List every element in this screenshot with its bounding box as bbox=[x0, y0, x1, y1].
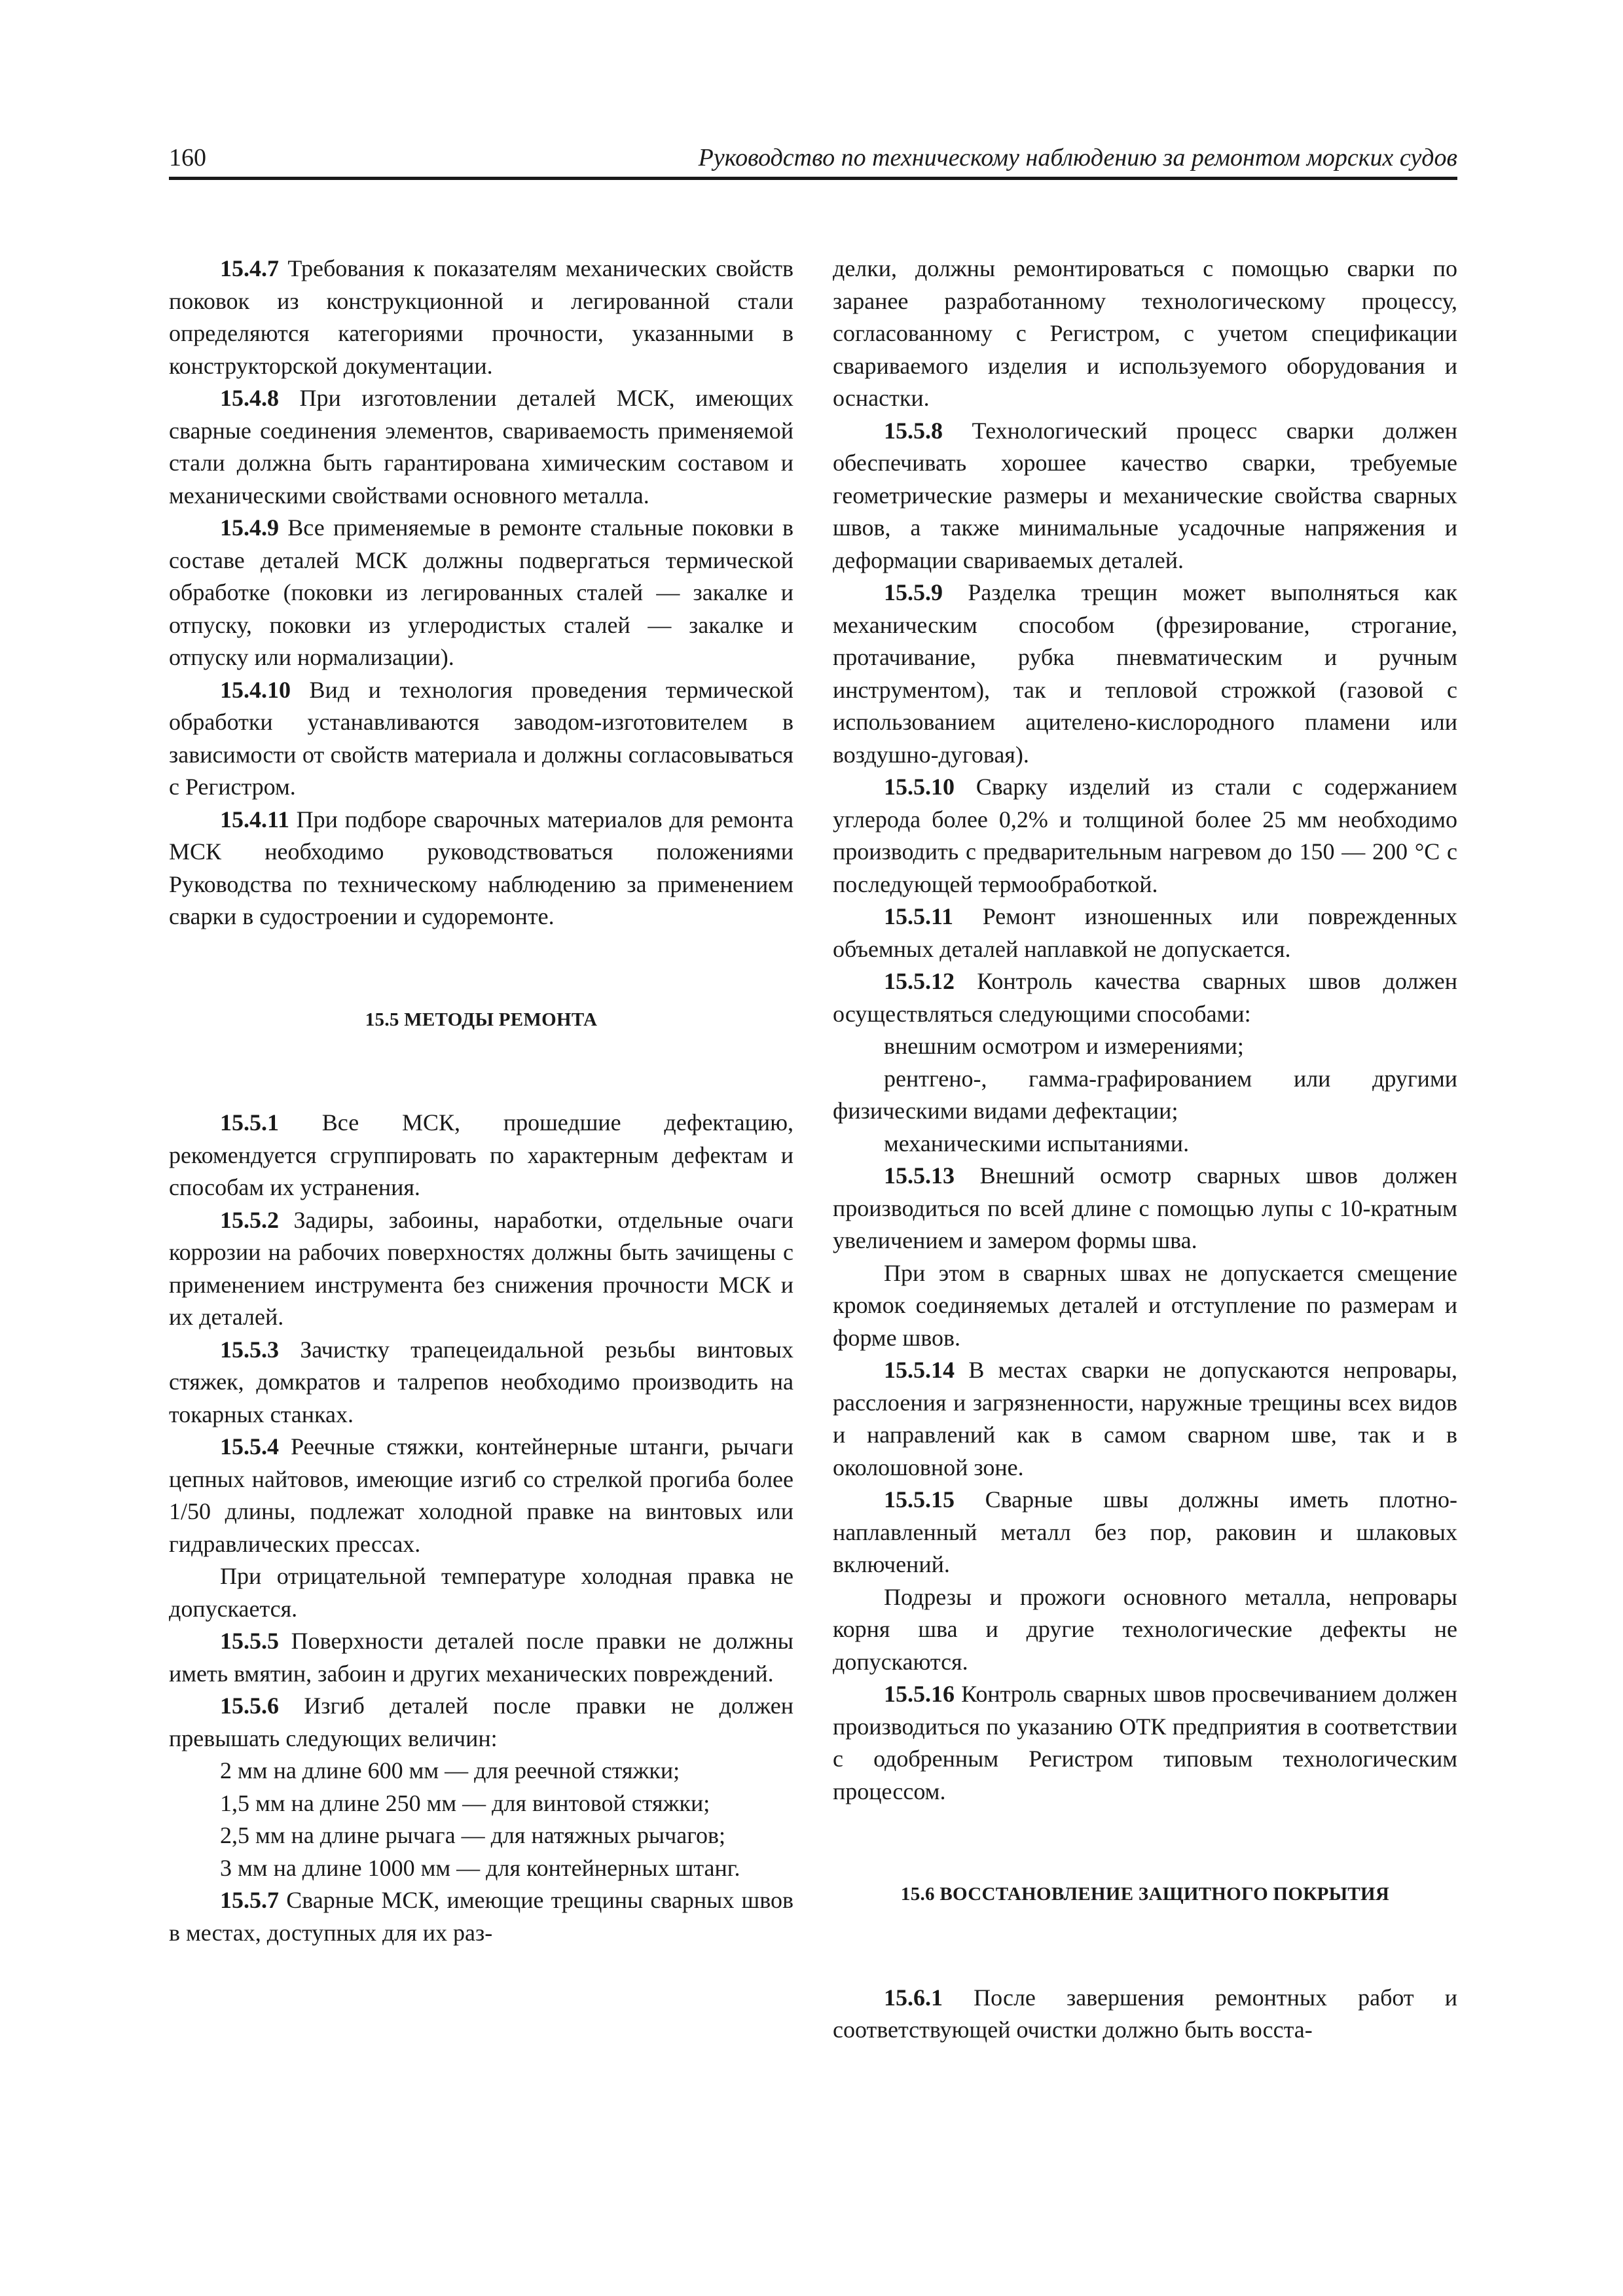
clause-number: 15.5.5 bbox=[220, 1628, 279, 1654]
list-item: 2 мм на длине 600 мм — для реечной стяжки; bbox=[220, 1757, 680, 1784]
paragraph bbox=[833, 415, 1457, 577]
clause-text: Все МСК, прошедшие дефектацию, рекомендуется сгруппировать по характерным дефектам и способам их устранения. bbox=[169, 1109, 794, 1200]
paragraph bbox=[833, 1678, 1457, 1808]
list-item: 2,5 мм на длине рычага — для натяжных рычагов; bbox=[220, 1822, 726, 1848]
clause-number: 15.5.4 bbox=[220, 1433, 279, 1460]
clause-number: 15.6.1 bbox=[884, 1984, 943, 2011]
clause-number: 15.5.11 bbox=[884, 903, 954, 929]
paragraph bbox=[169, 1431, 793, 1560]
section-heading-repair-methods: 15.5 МЕТОДЫ РЕМОНТА bbox=[365, 1009, 598, 1030]
clause-number: 15.5.14 bbox=[884, 1357, 955, 1383]
list-item: рентгено-, гамма-графированием или другими физическими видами дефектации; bbox=[833, 1065, 1457, 1124]
paragraph bbox=[833, 1160, 1457, 1257]
clause-text: В местах сварки не допускаются непровары, расслоения и загрязненности, наружные трещины всех видов и направлений как в самом сварном шве, так и в околошовной зоне. bbox=[833, 1357, 1458, 1480]
clause-text: Задиры, забоины, наработки, отдельные очаги коррозии на рабочих поверхностях должны быть зачищены с применением инструмента без снижения прочности МСК и их деталей. bbox=[169, 1206, 793, 1330]
list-item: 1,5 мм на длине 250 мм — для винтовой стяжки; bbox=[220, 1789, 710, 1816]
left-column bbox=[169, 253, 793, 1949]
paragraph bbox=[169, 1884, 793, 1949]
paragraph bbox=[833, 771, 1457, 901]
paragraph bbox=[169, 382, 793, 512]
paragraph: делки, должны ремонтироваться с помощью сварки по заранее разработанному технологическому процессу, согласованному с Регистром, с учетом спецификации свариваемого изделия и используемого оборудования и оснастки. bbox=[833, 255, 1457, 411]
clause-text: Изгиб деталей после правки не должен превышать следующих величин: bbox=[169, 1693, 793, 1751]
paragraph bbox=[169, 1690, 793, 1755]
list-item: механическими испытаниями. bbox=[884, 1130, 1190, 1157]
clause-text: Требования к показателям механических свойств поковок из конструкционной и легированной стали определяются категориями прочности, указанными в конструкторской документации. bbox=[169, 255, 793, 379]
paragraph bbox=[169, 1334, 793, 1431]
clause-number: 15.5.2 bbox=[220, 1206, 279, 1233]
page-number: 160 bbox=[169, 144, 206, 171]
clause-number: 15.4.10 bbox=[220, 676, 291, 703]
clause-text: Сварку изделий из стали с содержанием углерода более 0,2% и толщиной более 25 мм необходимо производить с предварительным нагревом до 150 — 200 °С с последующей термообработкой. bbox=[833, 774, 1458, 897]
list-item: 3 мм на длине 1000 мм — для контейнерных штанг. bbox=[220, 1854, 740, 1881]
right-column bbox=[833, 253, 1457, 2047]
paragraph bbox=[833, 1982, 1457, 2047]
clause-number: 15.4.8 bbox=[220, 385, 279, 411]
list-item: внешним осмотром и измерениями; bbox=[884, 1033, 1244, 1059]
clause-number: 15.5.10 bbox=[884, 774, 955, 800]
clause-text: Сварные швы должны иметь плотнонаплавленный металл без пор, раковин и шлаковых включений. bbox=[833, 1486, 1458, 1577]
clause-text: При подборе сварочных материалов для ремонта МСК необходимо руководствоваться положениями Руководства по техническому наблюдению за применением сварки в судостроении и судоремонте. bbox=[169, 806, 793, 929]
clause-number: 15.5.8 bbox=[884, 417, 943, 444]
paragraph bbox=[169, 512, 793, 674]
paragraph bbox=[833, 1484, 1457, 1581]
clause-number: 15.5.13 bbox=[884, 1162, 955, 1189]
clause-text: После завершения ремонтных работ и соответствующей очистки должно быть восста- bbox=[833, 1984, 1457, 2043]
clause-number: 15.5.1 bbox=[220, 1109, 279, 1136]
clause-number: 15.4.7 bbox=[220, 255, 279, 281]
paragraph bbox=[169, 804, 793, 933]
clause-text: При изготовлении деталей МСК, имеющих сварные соединения элементов, свариваемость применяемой стали должна быть гарантирована химическим составом и механическими свойствами основного металла. bbox=[169, 385, 793, 509]
paragraph: При этом в сварных швах не допускается смещение кромок соединяемых деталей и отступление по размерам и форме швов. bbox=[833, 1259, 1457, 1351]
paragraph bbox=[169, 253, 793, 382]
clause-number: 15.5.7 bbox=[220, 1887, 279, 1913]
paragraph bbox=[169, 1204, 793, 1334]
clause-number: 15.5.6 bbox=[220, 1693, 279, 1719]
clause-text: Реечные стяжки, контейнерные штанги, рычаги цепных найтовов, имеющие изгиб со стрелкой прогиба более 1/50 длины, подлежат холодной правке на винтовых или гидравлических прессах. bbox=[169, 1433, 793, 1557]
paragraph bbox=[833, 901, 1457, 965]
header-rule bbox=[169, 177, 1457, 180]
clause-text: Вид и технология проведения термической обработки устанавливаются заводом-изготовителем в зависимости от свойств материала и должны согласовываться с Регистром. bbox=[169, 676, 794, 800]
clause-text: Сварные МСК, имеющие трещины сварных швов в местах, доступных для их раз- bbox=[169, 1887, 794, 1946]
section-heading-coating-restoration: 15.6 ВОССТАНОВЛЕНИЕ ЗАЩИТНОГО ПОКРЫТИЯ bbox=[900, 1884, 1390, 1905]
clause-text: Зачистку трапецеидальной резьбы винтовых стяжек, домкратов и талрепов необходимо производить на токарных станках. bbox=[169, 1336, 793, 1427]
clause-text: Внешний осмотр сварных швов должен производиться по всей длине с помощью лупы с 10-кратным увеличением и замером формы шва. bbox=[833, 1162, 1458, 1253]
clause-text: Все применяемые в ремонте стальные поковки в составе деталей МСК должны подвергаться термической обработке (поковки из легированных сталей — закалке и отпуску, поковки из углеродистых сталей — закалке и отпуску или нормализации). bbox=[169, 514, 794, 670]
clause-text: Ремонт изношенных или поврежденных объемных деталей наплавкой не допускается. bbox=[833, 903, 1457, 962]
clause-text: Контроль сварных швов просвечиванием должен производиться по указанию ОТК предприятия в соответствии с одобренным Регистром типовым технологическим процессом. bbox=[833, 1681, 1458, 1804]
paragraph bbox=[833, 1354, 1457, 1484]
clause-text: Контроль качества сварных швов должен осуществляться следующими способами: bbox=[833, 968, 1458, 1027]
paragraph bbox=[169, 1625, 793, 1690]
clause-number: 15.5.16 bbox=[884, 1681, 955, 1707]
clause-number: 15.5.3 bbox=[220, 1336, 279, 1363]
clause-text: Технологический процесс сварки должен обеспечивать хорошее качество сварки, требуемые геометрические размеры и механические свойства сварных швов, а также минимальные усадочные напряжения и деформации свариваемых деталей. bbox=[833, 417, 1457, 573]
clause-text: Разделка трещин может выполняться как механическим способом (фрезирование, строгание, протачивание, рубка пневматическим и ручным инструментом), так и тепловой строжкой (газовой с использованием ацителено-кислородного пламени или воздушно-дуговая). bbox=[833, 579, 1457, 768]
paragraph bbox=[833, 965, 1457, 1030]
paragraph bbox=[169, 1107, 793, 1204]
paragraph: При отрицательной температуре холодная правка не допускается. bbox=[169, 1563, 793, 1622]
running-title: Руководство по техническому наблюдению за ремонтом морских судов bbox=[698, 144, 1457, 171]
clause-number: 15.5.12 bbox=[884, 968, 955, 994]
paragraph: Подрезы и прожоги основного металла, непровары корня шва и другие технологические дефекты не допускаются. bbox=[833, 1583, 1457, 1675]
paragraph bbox=[833, 577, 1457, 771]
clause-number: 15.5.9 bbox=[884, 579, 943, 605]
clause-number: 15.4.9 bbox=[220, 514, 279, 541]
clause-number: 15.4.11 bbox=[220, 806, 290, 833]
clause-number: 15.5.15 bbox=[884, 1486, 955, 1513]
clause-text: Поверхности деталей после правки не должны иметь вмятин, забоин и других механических повреждений. bbox=[169, 1628, 793, 1687]
paragraph bbox=[169, 674, 793, 804]
